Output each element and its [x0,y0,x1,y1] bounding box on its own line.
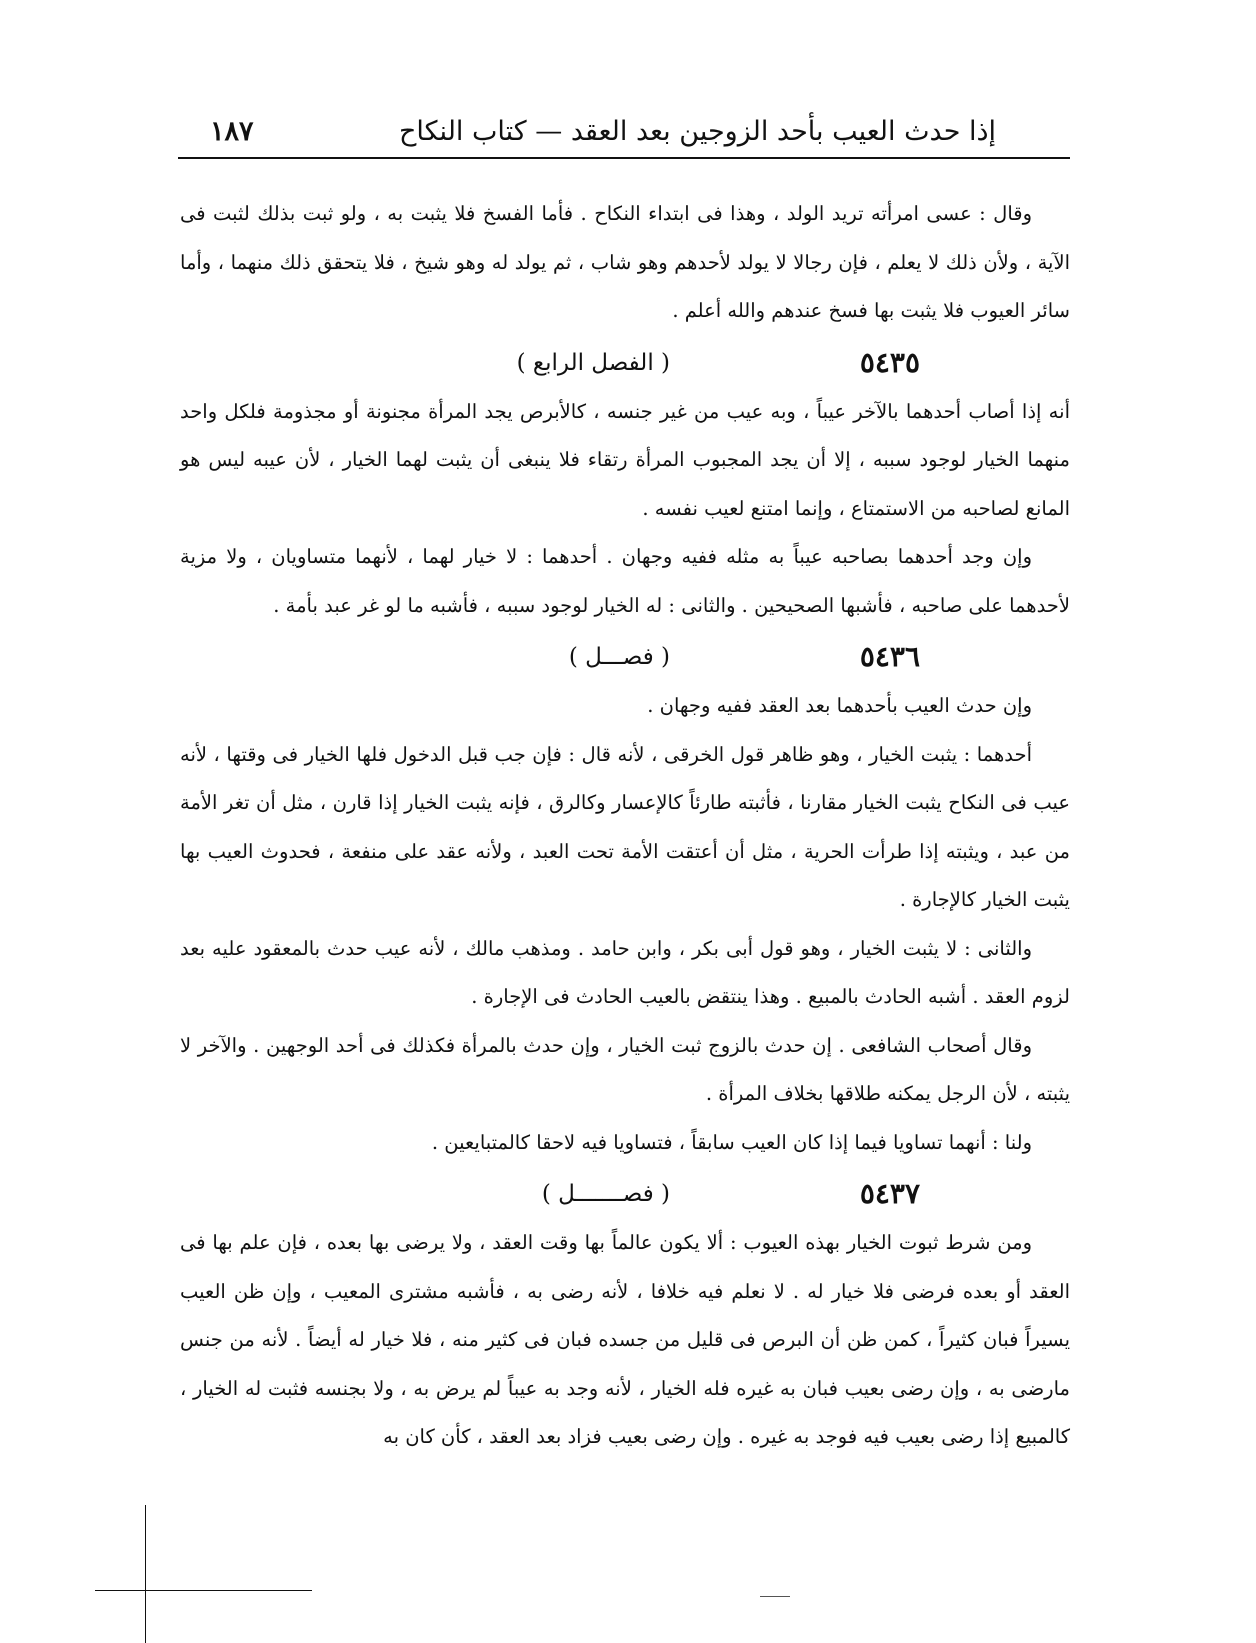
paragraph: وإن وجد أحدهما بصاحبه عيباً به مثله ففيه وجهان . أحدهما : لا خيار لهما ، لأنهما متساويان ، ولا مزية لأحدهما على صاحبه ، فأشبها الصحيحين . والثانى : له الخيار لوجود سببه ، فأشبه ما لو غر عبد بأمة . [180,545,1070,617]
paragraph: وقال أصحاب الشافعى . إن حدث بالزوج ثبت الخيار ، وإن حدث بالمرأة فكذلك فى أحد الوجهين . والآخر لا يثبته ، لأن الرجل يمكنه طلاقها بخلاف المرأة . [180,1033,1070,1105]
section-number: ٥٤٣٥ [859,345,920,379]
paragraph: وقال : عسى امرأته تريد الولد ، وهذا فى ابتداء النكاح . فأما الفسخ فلا يثبت به ، ولو ثبت بذلك لثبت فى الآية ، ولأن ذلك لا يعلم ، فإن رجالا لا يولد لأحدهم وهو شاب ، ثم يولد له وهو شيخ ، فلا يتحقق ذلك منهما ، وأما سائر العيوب فلا يثبت بها فسخ عندهم والله أعلم . [180,202,1070,322]
page-header [180,112,1076,156]
crop-mark-horizontal [95,1590,312,1591]
section-title: ( فصـــل ) [568,644,670,670]
paragraph: ولنا : أنهما تساويا فيما إذا كان العيب سابقاً ، فتساويا فيه لاحقا كالمتبايعين . [431,1130,1032,1154]
footer-dash [760,1596,790,1597]
section-heading [180,1169,1070,1219]
paragraph: أنه إذا أصاب أحدهما بالآخر عيباً ، وبه عيب من غير جنسه ، كالأبرص يجد المرأة مجنونة أو مجذومة فلكل واحد منهما الخيار لوجود سببه ، إلا أن يجد المجبوب المرأة رتقاء فلا ينبغى أن يثبت لهما الخيار ، لأن عيبه ليس هو المانع لصاحبه من الاستمتاع ، وإنما امتنع لعيب نفسه . [180,399,1070,520]
section-number: ٥٤٣٦ [859,640,920,673]
section-title: ( فصـــــــل ) [541,1181,670,1207]
crop-mark-vertical [145,1505,146,1643]
running-title: إذا حدث العيب بأحد الزوجين بعد العقد — كتاب النكاح [398,116,996,147]
section-heading [180,632,1070,682]
paragraph: وإن حدث العيب بأحدهما بعد العقد ففيه وجهان . [647,694,1032,717]
section-number: ٥٤٣٧ [859,1177,920,1210]
paragraph: والثانى : لا يثبت الخيار ، وهو قول أبى بكر ، وابن حامد . ومذهب مالك ، لأنه عيب حدث بالمعقود عليه بعد لزوم العقد . أشبه الحادث بالمبيع . وهذا ينتقض بالعيب الحادث فى الإجارة . [180,936,1070,1008]
page-body [180,190,1070,1462]
header-rule [178,157,1070,159]
page-number: ١٨٧ [210,116,254,147]
paragraph: ومن شرط ثبوت الخيار بهذه العيوب : ألا يكون عالماً بها وقت العقد ، ولا يرضى بها بعده ، فإن علم بها فى العقد أو بعده فرضى فلا خيار له . لا نعلم فيه خلافا ، لأنه رضى به ، فأشبه مشترى المعيب ، وإن ظن العيب يسيراً فبان كثيراً ، كمن ظن أن البرص فى قليل من جسده فبان فى كثير منه ، فلا خيار له أيضاً . لأنه من جنس مارضى به ، وإن رضى بعيب فبان به غيره فله الخيار ، لأنه وجد به عيباً لم يرض به ، ولا بجنسه فثبت له الخيار ، كالمبيع إذا رضى بعيب فيه فوجد به غيره . وإن رضى بعيب فزاد بعد العقد ، كأن كان به [180,1231,1070,1448]
section-title: ( الفصل الرابع ) [516,349,670,376]
paragraph: أحدهما : يثبت الخيار ، وهو ظاهر قول الخرقى ، لأنه قال : فإن جب قبل الدخول فلها الخيار فى وقتها ، لأنه عيب فى النكاح يثبت الخيار مقارنا ، فأثبته طارئاً كالإعسار وكالرق ، فإنه يثبت الخيار إذا قارن ، مثل أن تغر الأمة من عبد ، ويثبته إذا طرأت الحرية ، مثل أن أعتقت الأمة تحت العبد ، ولأنه عقد على منفعة ، فحدوث العيب بها يثبت الخيار كالإجارة . [180,742,1070,911]
section-heading [180,338,1070,388]
